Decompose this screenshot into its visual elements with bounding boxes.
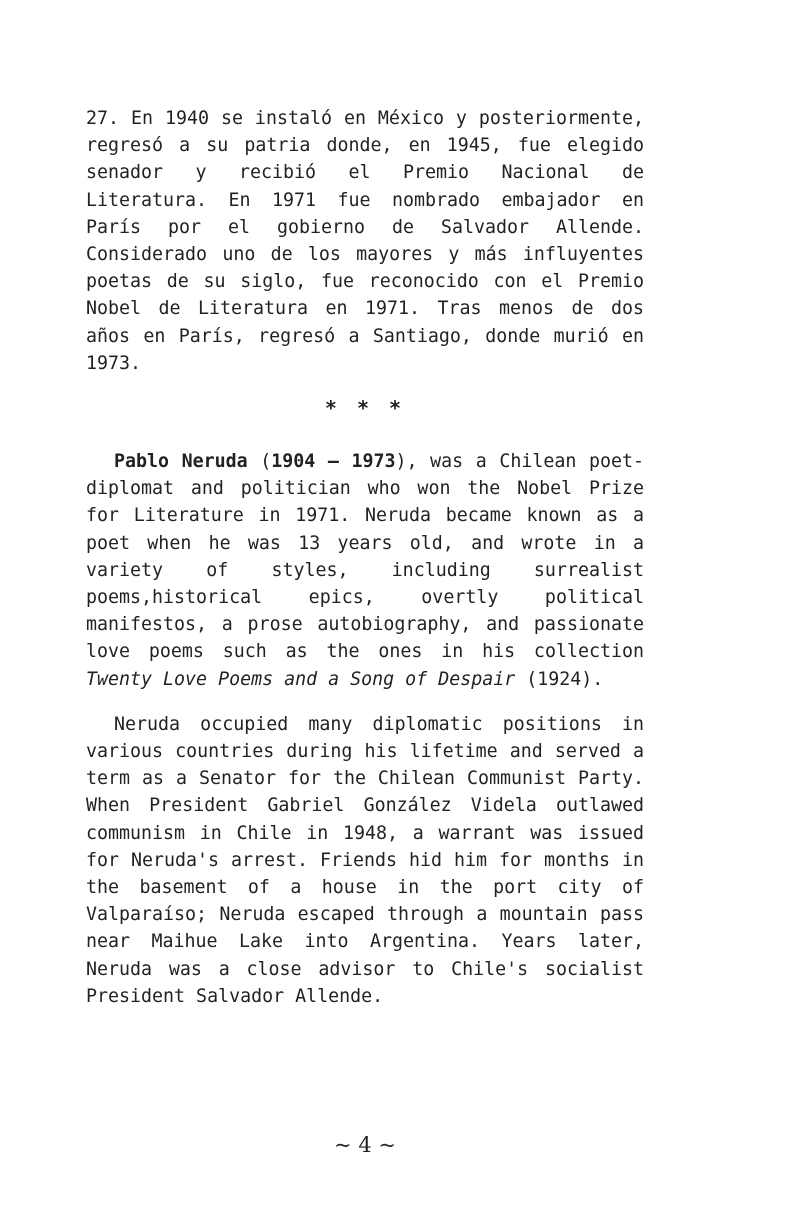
book-page [86,105,644,1010]
bio-text: ), was a Chilean poet-diplomat and politician who won the Nobel Prize for Literature in 1971. Neruda became known as a poet when he was 13 years old, and wrote in a variety of styles, including surrealist poems,historical epics, overtly political manifestos, a prose autobiography, and passionate love poems such as the ones in his collection [86,451,645,663]
spanish-paragraph: 27. En 1940 se instaló en México y posteriormente, regresó a su patria donde, en 1945, fue elegido senador y recibió el Premio Nacional de Literatura. En 1971 fue nombrado embajador en París por el gobierno de Salvador Allende. Considerado uno de los mayores y más influyentes poetas de su siglo, fue reconocido con el Premio Nobel de Literatura en 1971. Tras menos de dos años en París, regresó a Santiago, donde murió en 1973. [86,108,644,374]
page-number: ~ 4 ~ [334,1133,396,1157]
diplomatic-paragraph: Neruda occupied many diplomatic positions in various countries during his lifetime and served a term as a Senator for the Chilean Communist Party. When President Gabriel González Videla outlawed communism in Chile in 1948, a warrant was issued for Neruda's arrest. Friends hid him for months in the basement of a house in the port city of Valparaíso; Neruda escaped through a mountain pass near Maihue Lake into Argentina. Years later, Neruda was a close advisor to Chile's socialist President Salvador Allende. [86,713,644,1007]
open-paren: ( [247,451,272,473]
english-bio-paragraph [86,448,644,693]
collection-title: Twenty Love Poems and a Song of Despair [86,668,516,690]
author-name: Pablo Neruda [114,451,248,473]
section-separator: * * * [324,396,406,421]
collection-year: (1924). [515,668,604,690]
author-years: 1904 – 1973 [271,451,396,473]
